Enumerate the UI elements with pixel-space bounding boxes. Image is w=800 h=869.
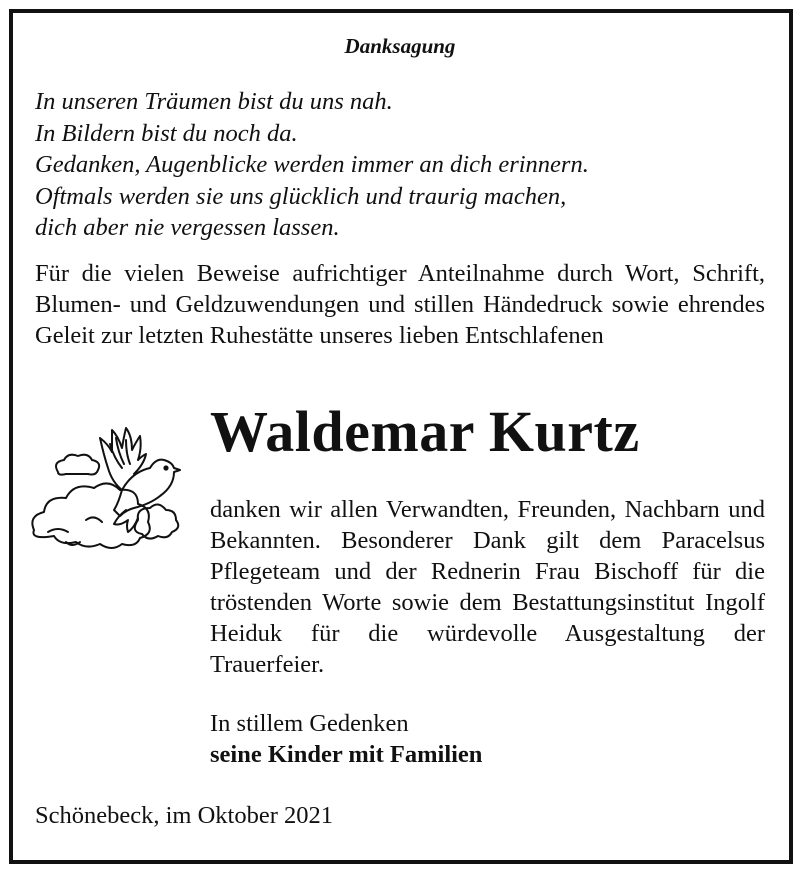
thanks-paragraph: Für die vielen Beweise aufrichtiger Anteilnahme durch Wort, Schrift, Blumen- und Geldzuwendungen und stillen Händedruck sowie ehrendes Geleit zur letzten Ruhestätte unseres lieben Entschlafenen <box>35 260 765 349</box>
closing-block <box>210 708 482 770</box>
poem-line: dich aber nie vergessen lassen. <box>35 214 340 241</box>
place-date: Schönebeck, im Oktober 2021 <box>35 802 334 829</box>
gratitude-paragraph: danken wir allen Verwandten, Freunden, Nachbarn und Bekannten. Besonderer Dank gilt dem Paracelsus Pflegeteam und der Rednerin Frau Bischoff für die tröstenden Worte sowie dem Bestattungsinstitut Ingolf Heiduk für die würdevolle Ausgestaltung der Trauerfeier. <box>210 496 765 678</box>
poem <box>35 86 589 244</box>
signature: seine Kinder mit Familien <box>210 741 483 768</box>
heading: Danksagung <box>344 34 456 58</box>
poem-line: In Bildern bist du noch da. <box>35 119 298 147</box>
deceased-name: Waldemar Kurtz <box>210 399 640 464</box>
poem-line: Oftmals werden sie uns glücklich und traurig machen, <box>35 182 567 210</box>
memory-line: In stillem Gedenken <box>210 710 409 737</box>
poem-line: Gedanken, Augenblicke werden immer an dich erinnern. <box>35 151 589 178</box>
dove-on-clouds-icon <box>26 410 186 560</box>
poem-line: In unseren Träumen bist du uns nah. <box>35 88 393 115</box>
